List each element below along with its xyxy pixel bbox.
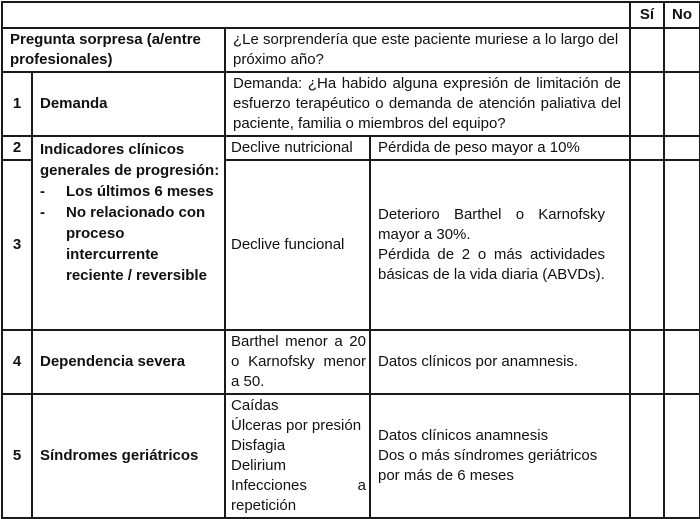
bullet-text: No relacionado con proceso intercurrente reciente / reversible [66,204,207,284]
header-row [2,2,700,28]
row2-description-cell: Pérdida de peso mayor a 10% [370,136,630,160]
row3-description-cell [370,160,630,330]
row2-number-cell: 2 [2,136,32,160]
row3-description-line: Deterioro Barthel o Karnofsky mayor a 30%. [378,206,605,243]
row2-criterion-cell: Declive nutricional [225,136,370,160]
row4-no-answer-cell [664,330,700,394]
surprise-question-row [2,28,700,72]
row1-number-cell: 1 [2,72,32,136]
row1-category-cell: Demanda [32,72,225,136]
row4-si-answer-cell [630,330,664,394]
bullet-text: Los últimos 6 meses [66,183,214,200]
row5-no-answer-cell [664,394,700,518]
row3-criterion-cell: Declive funcional [225,160,370,330]
row1-question-cell: Demanda: ¿Ha habido alguna expresión de limitación de esfuerzo terapéutico o demanda de atención paliativa del paciente, familia o miembros del equipo? [225,72,630,136]
row-4 [2,330,700,394]
row3-description-line: Pérdida de 2 o más actividades básicas de la vida diaria (ABVDs). [378,246,605,283]
criteria-list-item: Delirium [231,457,287,474]
row-5 [2,394,700,518]
row4-category-cell: Dependencia severa [32,330,225,394]
row4-criterion-cell: Barthel menor a 20 o Karnofsky menor a 50. [225,330,370,394]
row-2 [2,136,700,160]
row3-si-answer-cell [630,160,664,330]
no-column-header: No [664,2,700,28]
row5-description-line: Dos o más síndromes geriátricos por más de 6 meses [378,447,598,484]
header-spacer-cell [2,2,630,28]
row5-description-line: Datos clínicos anamnesis [378,427,549,444]
criteria-list-item: Úlceras por presión [231,417,362,434]
row5-si-answer-cell [630,394,664,518]
clinical-indicators-label-cell [32,136,225,330]
row-1 [2,72,700,136]
bullet-dash: - [40,183,45,200]
criteria-list-item: Disfagia [231,437,286,454]
surprise-question-label-cell: Pregunta sorpresa (a/entre profesionales) [2,28,225,72]
row3-no-answer-cell [664,160,700,330]
row5-number-cell: 5 [2,394,32,518]
clinical-indicators-intro: Indicadores clínicos generales de progresión: [40,141,220,179]
criteria-list-item: Caídas [231,397,279,414]
surprise-question-text-cell: ¿Le sorprendería que este paciente muriese a lo largo del próximo año? [225,28,630,72]
row2-no-answer-cell [664,136,700,160]
bullet-dash: - [40,204,45,221]
row4-description-cell: Datos clínicos por anamnesis. [370,330,630,394]
criteria-list-item: Infecciones a repetición [231,477,366,514]
row2-si-answer-cell [630,136,664,160]
row5-criteria-list-cell [225,394,370,518]
row1-si-answer-cell [630,72,664,136]
row5-description-cell [370,394,630,518]
row3-number-cell: 3 [2,160,32,330]
surprise-si-answer-cell [630,28,664,72]
necpal-criteria-table [1,1,700,519]
row4-number-cell: 4 [2,330,32,394]
bullet-item [40,181,220,202]
surprise-no-answer-cell [664,28,700,72]
row5-category-cell: Síndromes geriátricos [32,394,225,518]
si-column-header: Sí [630,2,664,28]
bullet-item [40,202,220,286]
row1-no-answer-cell [664,72,700,136]
